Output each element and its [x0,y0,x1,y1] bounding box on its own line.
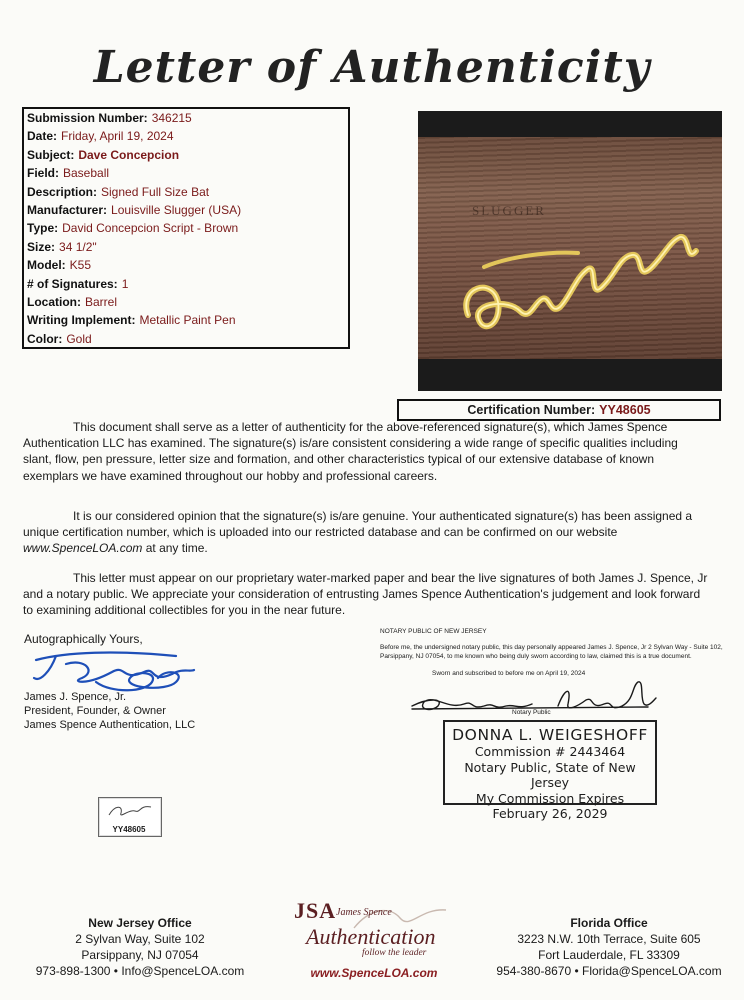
logo-authentication-text: Authentication [306,924,436,949]
paragraph-text: at any time. [142,541,208,556]
info-value: Friday, April 19, 2024 [61,129,174,144]
jsa-logo [284,896,464,988]
office-heading: New Jersey Office [88,916,192,930]
notary-expires-date: February 26, 2029 [492,806,608,821]
info-row-description [24,183,348,201]
page-title: Letter of Authenticity [93,42,651,93]
info-row-submission-number [24,109,348,127]
office-heading: Florida Office [570,916,648,930]
certification-number-box [397,399,721,421]
info-row-subject [24,146,348,164]
paragraph-text: It is our considered opinion that the signature(s) is/are genuine. Your authenticated signature(s) has been assigned a unique certification number, which is uploaded into our restricted database and can be confirmed on our website [23,509,693,540]
office-address-line: 3223 N.W. 10th Terrace, Suite 605 [517,932,701,946]
info-value: Gold [66,331,92,346]
paragraph-text: This document shall serve as a letter of authenticity for the above-referenced signature(s), which James Spence Authentication LLC has examined. The signature(s) is/are consistent considering a wide range of specific qualities including slant, flow, pen pressure, letter size and formation, and other characteristics typical of our extensive database of known exemplars we have examined throughout our hobby and professional careers. [23,420,678,483]
new-jersey-office [30,915,250,979]
website-link[interactable]: www.SpenceLOA.com [23,541,143,556]
info-label: Writing Implement: [27,313,136,328]
logo-website-link[interactable]: www.SpenceLOA.com [310,966,438,980]
notary-commission: Commission # 2443464 [474,744,626,759]
info-label: # of Signatures: [27,276,118,291]
info-label: Date: [27,129,58,144]
florida-office [490,915,728,979]
closing-line: Autographically Yours, [24,632,143,646]
paragraph-opinion [23,508,709,557]
notary-statement: Before me, the undersigned notary public, this day personally appeared James J. Spence, Jr 2 Sylvan Way - Suite 102, Parsippany, NJ 07054, to me known who being duly sworn according to law, claimed this is a true document. [380,644,723,660]
sticker-number: YY48605 [112,825,146,834]
signer-title: President, Founder, & Owner [24,705,166,717]
submission-info-table [22,107,350,349]
info-label: Type: [27,221,59,236]
info-label: Manufacturer: [27,202,108,217]
paragraph-authenticity [23,419,709,484]
gold-autograph-signature [438,207,708,357]
info-value: 346215 [151,111,192,125]
info-row-model [24,256,348,274]
info-label: Submission Number: [27,111,148,125]
info-value: Barrel [85,294,118,309]
info-label: Model: [27,258,66,273]
notary-public-label: Notary Public [512,709,551,716]
certification-label: Certification Number: [467,403,596,417]
paragraph-text: This letter must appear on our proprietary water-marked paper and bear the live signatures of both James J. Spence, Jr and a notary public. We appreciate your consideration of entrusting James Spence Authentication's judgement and look forward to examining additional collectibles for you in the near future. [23,571,708,618]
sticker-signature-icon [105,801,155,821]
office-address-line: Parsippany, NJ 07054 [81,948,199,962]
info-value: Baseball [63,166,110,181]
info-row-location [24,293,348,311]
info-label: Subject: [27,147,75,162]
info-row-color [24,330,348,348]
signer-block [24,690,195,732]
logo-tagline: follow the leader [362,948,427,958]
info-label: Description: [27,184,98,199]
info-row-signature-count [24,275,348,293]
info-value: Signed Full Size Bat [101,184,210,199]
logo-james-spence-text: James Spence [336,907,392,918]
paragraph-watermark [23,570,709,619]
info-row-writing-implement [24,311,348,329]
office-contact-line[interactable]: 954-380-8670 • Florida@SpenceLOA.com [496,964,722,978]
notary-state: Notary Public, State of New Jersey [464,759,636,790]
notary-name: DONNA L. WEIGESHOFF [452,726,648,744]
bat-brand-stamp: SLUGGER [472,203,546,218]
signed-bat-photo [418,111,722,391]
notary-stamp [443,720,657,821]
info-row-type [24,219,348,237]
info-value: Dave Concepcion [78,147,180,162]
info-label: Field: [27,166,59,181]
signer-company: James Spence Authentication, LLC [24,719,196,731]
info-row-date [24,127,348,145]
bat-barrel [418,137,722,359]
notary-sworn-line: Sworn and subscribed to before me on April 19, 2024 [432,670,586,677]
office-address-line: 2 Sylvan Way, Suite 102 [75,932,205,946]
info-value: David Concepcion Script - Brown [62,221,239,236]
certification-number: YY48605 [599,403,651,417]
info-value: 34 1/2" [59,239,97,254]
info-label: Location: [27,294,81,309]
logo-jsa-text: JSA [294,898,337,923]
office-address-line: Fort Lauderdale, FL 33309 [538,948,680,962]
info-value: Metallic Paint Pen [139,313,236,328]
info-row-size [24,238,348,256]
signer-name: James J. Spence, Jr. [24,691,127,703]
info-label: Color: [27,331,63,346]
office-contact-line[interactable]: 973-898-1300 • Info@SpenceLOA.com [35,964,245,978]
info-value: 1 [121,276,129,291]
notary-heading: NOTARY PUBLIC OF NEW JERSEY [380,628,487,635]
james-spence-signature [26,642,198,694]
info-label: Size: [27,239,56,254]
info-value: K55 [69,258,92,273]
info-row-field [24,164,348,182]
hologram-sticker [98,797,162,837]
info-value: Louisville Slugger (USA) [111,202,242,217]
info-row-manufacturer [24,201,348,219]
notary-expires-label: My Commission Expires [475,790,625,806]
